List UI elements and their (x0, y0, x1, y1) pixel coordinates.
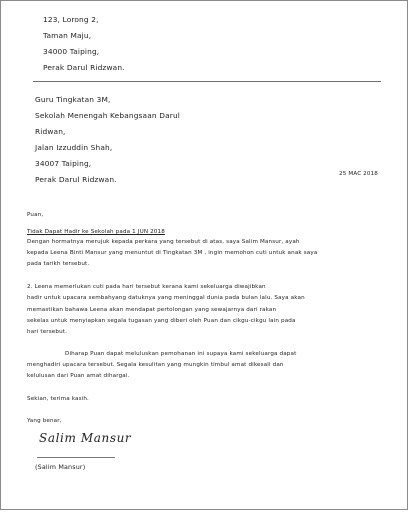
sender-address-line-2: Taman Maju, (43, 31, 92, 40)
sender-address-line-4: Perak Darul Ridzwan. (43, 63, 125, 72)
intro-line-1: Dengan hormatnya merujuk kepada perkara yang tersebut di atas, saya Salim Mansur, ayah (27, 239, 300, 245)
signature-name: (Salim Mansur) (35, 463, 86, 471)
sender-address-line-1: 123, Lorong 2, (43, 15, 99, 24)
para3-line-1: Diharap Puan dapat meluluskan pemohanan ini supaya kami sekeluarga dapat (65, 351, 297, 357)
para2-line-3: memastikan bahawa Leena akan mendapat pertolongan yang sewajarnya dari rakan (27, 307, 277, 313)
signature-line (37, 457, 115, 458)
recipient-address-line-4: Jalan Izzuddin Shah, (35, 143, 113, 152)
para2-line-1: 2. Leena memerlukan cuti pada hari tersebut kerana kami sekeluarga diwajibkan (27, 284, 266, 290)
sender-address-line-3: 34000 Taiping, (43, 47, 100, 56)
para2-line-4: sekelas untuk menyiapkan segala tugasan yang diberi oleh Puan dan cikgu-cikgu lain pada (27, 318, 296, 324)
handwritten-signature: Salim Mansur (39, 431, 132, 445)
recipient-address-line-5: 34007 Taiping, (35, 159, 92, 168)
intro-line-2: kepada Leena Binti Mansur yang menuntut di Tingkatan 3M , ingin memohon cuti untuk anak saya (27, 250, 318, 256)
letter-subject: Tidak Dapat Hadir ke Sekolah pada 1 JUN 2018 (27, 229, 165, 235)
closing-text: Sekian, terima kasih. (27, 396, 89, 402)
header-divider (33, 81, 381, 82)
yours-text: Yang benar, (27, 418, 62, 424)
para3-line-3: kelulusan dari Puan amat dihargai. (27, 373, 130, 379)
intro-line-3: pada tarikh tersebut. (27, 261, 90, 267)
recipient-address-line-3: Ridwan, (35, 127, 66, 136)
recipient-address-line-6: Perak Darul Ridzwan. (35, 175, 117, 184)
para3-line-2: menghadiri upacara tersebut. Segala kesulitan yang mungkin timbul amat dikesali dan (27, 362, 284, 368)
recipient-address-line-2: Sekolah Menengah Kebangsaan Darul (35, 111, 180, 120)
para2-line-5: hari tersebut. (27, 329, 68, 335)
salutation: Puan, (27, 212, 44, 218)
letter-date: 25 MAC 2018 (339, 171, 379, 177)
recipient-address-line-1: Guru Tingkatan 3M, (35, 95, 111, 104)
para2-line-2: hadir untuk upacara sembahyang datuknya yang meninggal dunia pada bulan lalu. Saya akan (27, 295, 305, 301)
